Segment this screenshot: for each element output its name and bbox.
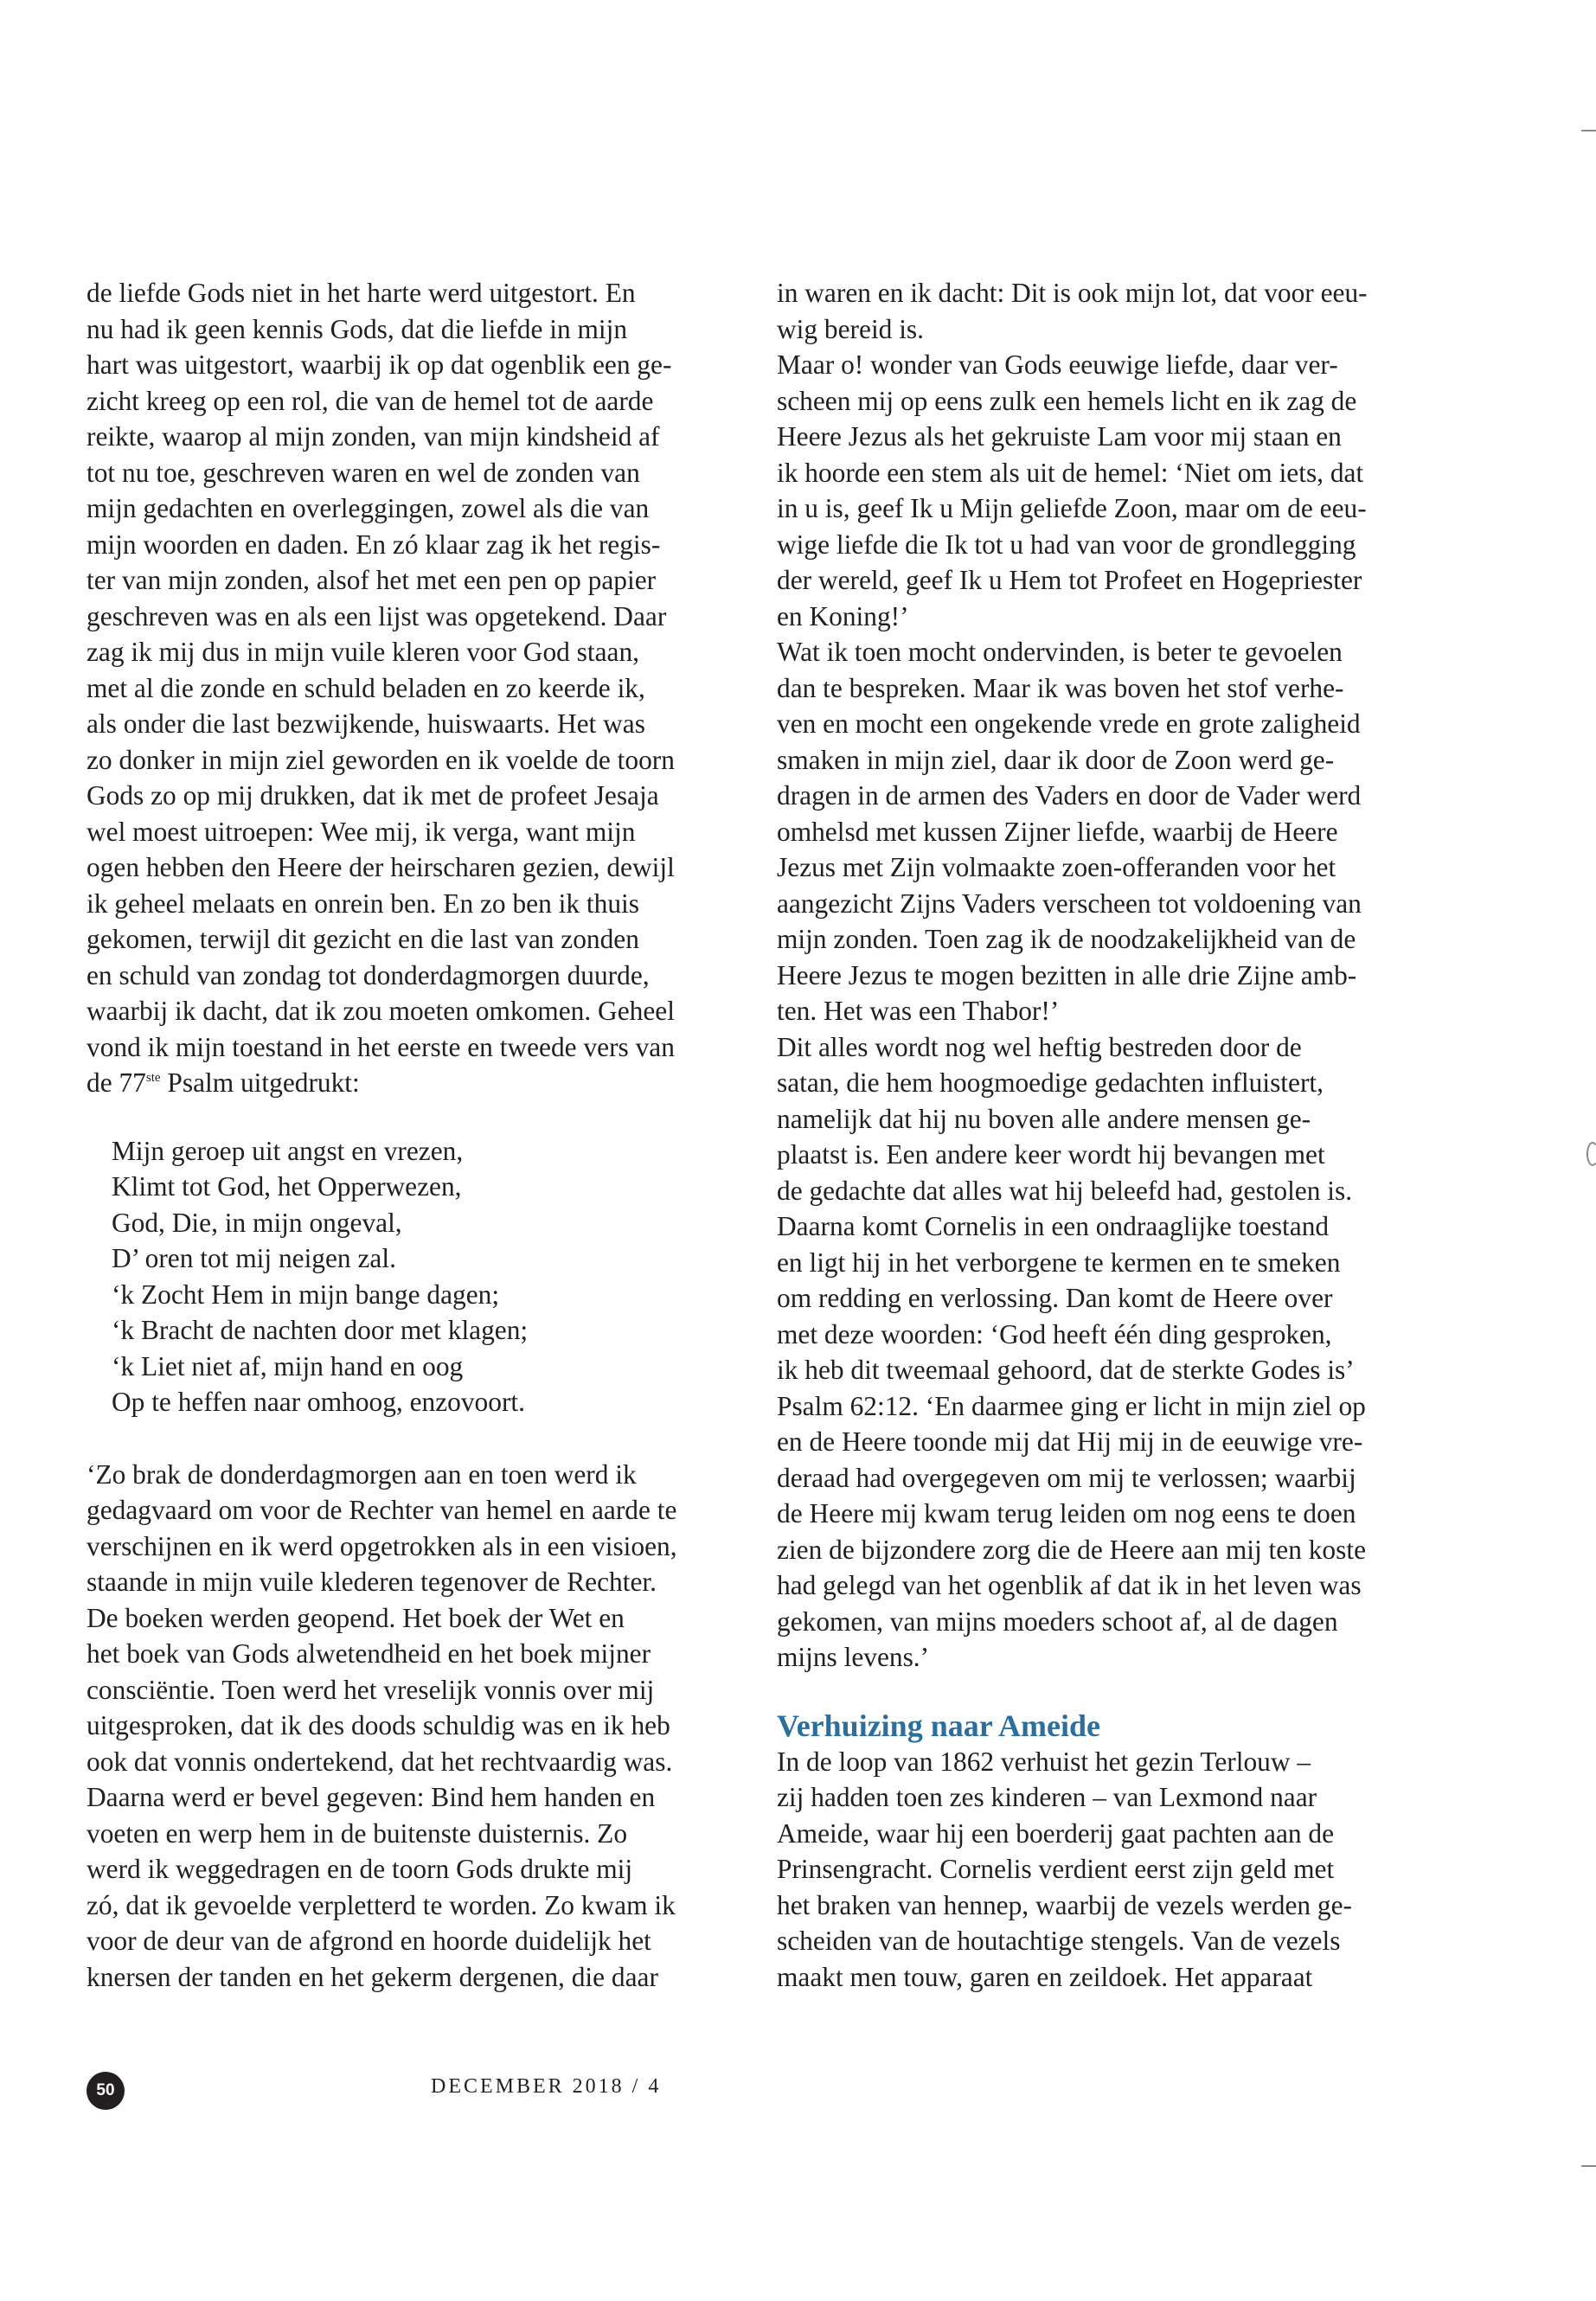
- text-line: met al die zonde en schuld beladen en zo keerde ik,: [87, 672, 645, 703]
- text-line: de Heere mij kwam terug leiden om nog eens te doen: [777, 1498, 1356, 1529]
- text-line: De boeken werden geopend. Het boek der Wet en: [87, 1602, 625, 1633]
- text-line: uitgesproken, dat ik des doods schuldig was en ik heb: [87, 1710, 670, 1740]
- text-line: Ameide, waar hij een boerderij gaat pachten aan de: [777, 1817, 1335, 1849]
- text-line: tot nu toe, geschreven waren en wel de zonden van: [87, 457, 640, 488]
- text-line: Prinsengracht. Cornelis verdient eerst zijn geld met: [777, 1854, 1335, 1884]
- text-line: zó, dat ik gevoelde verpletterd te worden. Zo kwam ik: [87, 1889, 676, 1920]
- text-line: ook dat vonnis ondertekend, dat het rechtvaardig was.: [87, 1746, 673, 1777]
- text-line: verschijnen en ik werd opgetrokken als in een visioen,: [87, 1530, 677, 1561]
- psalm-reference-line: [87, 1065, 761, 1101]
- text-line: ‘k Bracht de nachten door met klagen;: [112, 1315, 529, 1345]
- text-line: scheen mij op eens zulk een hemels licht en ik zag de: [777, 385, 1357, 416]
- crop-mark-bottom: [1581, 2165, 1596, 2167]
- text-line: ik geheel melaats en onrein ben. En zo ben ik thuis: [87, 888, 639, 919]
- text-line: plaatst is. Een andere keer wordt hij bevangen met: [777, 1139, 1325, 1170]
- text-line: ogen hebben den Heere der heirscharen gezien, dewijl: [87, 852, 675, 882]
- text-line: wel moest uitroepen: Wee mij, ik verga, want mijn: [87, 816, 636, 847]
- text-line: namelijk dat hij nu boven alle andere mensen ge-: [777, 1103, 1311, 1134]
- text-line: wig bereid is.: [777, 313, 924, 344]
- text-line: met deze woorden: ‘God heeft één ding gesproken,: [777, 1318, 1332, 1349]
- text-line: Gods zo op mij drukken, dat ik met de profeet Jesaja: [87, 780, 659, 811]
- psalm-verse: [87, 1133, 761, 1420]
- text-line: Maar o! wonder van Gods eeuwige liefde, daar ver-: [777, 349, 1338, 380]
- text-line: voor de deur van de afgrond en hoorde duidelijk het: [87, 1926, 651, 1956]
- text-line: aangezicht Zijns Vaders verscheen tot voldoening van: [777, 888, 1362, 919]
- text-line: In de loop van 1862 verhuist het gezin Terlouw –: [777, 1746, 1311, 1777]
- text-line: als onder die last bezwijkende, huiswaarts. Het was: [87, 708, 645, 739]
- paragraph: [777, 275, 1434, 1676]
- text-line: Dit alles wordt nog wel heftig bestreden door de: [777, 1031, 1302, 1062]
- text-line: ‘k Zocht Hem in mijn bange dagen;: [112, 1279, 500, 1310]
- text-line: ‘k Liet niet af, mijn hand en oog: [112, 1350, 464, 1381]
- text-line: ten. Het was een Thabor!’: [777, 996, 1060, 1026]
- text-line: Jezus met Zijn volmaakte zoen-offeranden voor het: [777, 852, 1336, 882]
- text-line: gedagvaard om voor de Rechter van hemel en aarde te: [87, 1495, 677, 1525]
- paragraph: [87, 1457, 761, 1996]
- text-line: der wereld, geef Ik u Hem tot Profeet en Hogepriester: [777, 565, 1362, 595]
- text-line: in waren en ik dacht: Dit is ook mijn lot, dat voor eeu-: [777, 278, 1368, 308]
- text-line: Mijn geroep uit angst en vrezen,: [112, 1135, 464, 1166]
- text-line: om redding en verlossing. Dan komt de Heere over: [777, 1283, 1333, 1313]
- text-line: nu had ik geen kennis Gods, dat die liefde in mijn: [87, 313, 628, 344]
- text-line: Psalm 62:12. ‘En daarmee ging er licht in mijn ziel op: [777, 1390, 1366, 1421]
- page-footer: [87, 2072, 865, 2110]
- text-line: de liefde Gods niet in het harte werd uitgestort. En: [87, 278, 636, 308]
- page-number: 50: [87, 2072, 125, 2110]
- text-line: deraad had overgegeven om mij te verlossen; waarbij: [777, 1462, 1356, 1493]
- text-line: mijn zonden. Toen zag ik de noodzakelijkheid van de: [777, 924, 1356, 954]
- text-line: het boek van Gods alwetendheid en het boek mijner: [87, 1638, 651, 1669]
- text-line: Daarna komt Cornelis in een ondraaglijke toestand: [777, 1211, 1330, 1241]
- text-line: Wat ik toen mocht ondervinden, is beter te gevoelen: [777, 637, 1343, 667]
- text-line: dragen in de armen des Vaders en door de Vader werd: [777, 780, 1362, 811]
- text-line: satan, die hem hoogmoedige gedachten influistert,: [777, 1067, 1324, 1098]
- text-line: ‘Zo brak de donderdagmorgen aan en toen werd ik: [87, 1458, 637, 1490]
- text-line: mijn gedachten en overleggingen, zowel als die van: [87, 493, 650, 523]
- text-line: Klimt tot God, het Opperwezen,: [112, 1171, 462, 1202]
- text-line: smaken in mijn ziel, daar ik door de Zoon werd ge-: [777, 744, 1335, 775]
- text-line: hart was uitgestort, waarbij ik op dat ogenblik een ge-: [87, 349, 672, 380]
- text-line: zij hadden toen zes kinderen – van Lexmond naar: [777, 1782, 1317, 1812]
- text-line: consciëntie. Toen werd het vreselijk vonnis over mij: [87, 1674, 655, 1705]
- crop-mark-top: [1581, 130, 1596, 131]
- text-line: Op te heffen naar omhoog, enzovoort.: [112, 1387, 525, 1417]
- text-line: Daarna werd er bevel gegeven: Bind hem handen en: [87, 1782, 656, 1812]
- paragraph: [777, 1744, 1434, 1996]
- psalm-reference-text-end: Psalm uitgedrukt:: [160, 1067, 360, 1098]
- text-line: Heere Jezus als het gekruiste Lam voor mij staan en: [777, 421, 1342, 452]
- text-line: had gelegd van het ogenblik af dat ik in het leven was: [777, 1570, 1362, 1600]
- text-line: D’ oren tot mij neigen zal.: [112, 1243, 396, 1273]
- text-line: geschreven was en als een lijst was opgetekend. Daar: [87, 600, 667, 631]
- text-line: gekomen, terwijl dit gezicht en die last van zonden: [87, 924, 639, 954]
- text-line: zag ik mij dus in mijn vuile kleren voor God staan,: [87, 637, 640, 667]
- text-line: wige liefde die Ik tot u had van voor de grondlegging: [777, 529, 1356, 560]
- text-line: maakt men touw, garen en zeildoek. Het apparaat: [777, 1961, 1313, 1992]
- text-line: mijns levens.’: [777, 1642, 930, 1672]
- issue-label: DECEMBER 2018 / 4: [431, 2075, 662, 2098]
- registration-mark: [1586, 1142, 1596, 1166]
- psalm-superscript: ste: [145, 1071, 161, 1085]
- text-line: ik hoorde een stem als uit de hemel: ‘Niet om iets, dat: [777, 457, 1364, 488]
- text-line: en Koning!’: [777, 600, 909, 631]
- text-line: Heere Jezus te mogen bezitten in alle drie Zijne amb-: [777, 959, 1357, 990]
- text-line: en schuld van zondag tot donderdagmorgen duurde,: [87, 959, 650, 990]
- text-line: ven en mocht een ongekende vrede en grote zaligheid: [777, 708, 1361, 739]
- text-line: zien de bijzondere zorg die de Heere aan mij ten koste: [777, 1534, 1366, 1565]
- text-line: mijn woorden en daden. En zó klaar zag ik het regis-: [87, 529, 661, 560]
- text-line: de gedachte dat alles wat hij beleefd had, gestolen is.: [777, 1175, 1353, 1206]
- text-line: en de Heere toonde mij dat Hij mij in de eeuwige vre-: [777, 1426, 1363, 1457]
- text-line: zicht kreeg op een rol, die van de hemel tot de aarde: [87, 385, 654, 416]
- text-line: voeten en werp hem in de buitenste duisternis. Zo: [87, 1817, 628, 1849]
- text-line: waarbij ik dacht, dat ik zou moeten omkomen. Geheel: [87, 996, 675, 1026]
- text-line: gekomen, van mijns moeders schoot af, al de dagen: [777, 1606, 1338, 1637]
- text-line: vond ik mijn toestand in het eerste en tweede vers van: [87, 1031, 675, 1062]
- text-line: ter van mijn zonden, alsof het met een pen op papier: [87, 565, 657, 595]
- text-line: zo donker in mijn ziel geworden en ik voelde de toorn: [87, 744, 675, 775]
- text-line: ik heb dit tweemaal gehoord, dat de sterkte Godes is’: [777, 1355, 1355, 1385]
- left-column: [87, 275, 761, 1995]
- text-line: knersen der tanden en het gekerm dergenen, die daar: [87, 1961, 658, 1992]
- text-line: scheiden van de houtachtige stengels. Van de vezels: [777, 1926, 1341, 1956]
- text-line: werd ik weggedragen en de toorn Gods drukte mij: [87, 1854, 633, 1884]
- text-line: het braken van hennep, waarbij de vezels werden ge-: [777, 1889, 1352, 1920]
- text-line: dan te bespreken. Maar ik was boven het stof verhe-: [777, 672, 1344, 703]
- paragraph: [87, 275, 761, 1065]
- text-line: en ligt hij in het verborgene te kermen en te smeken: [777, 1247, 1341, 1278]
- text-line: omhelsd met kussen Zijner liefde, waarbij de Heere: [777, 816, 1338, 847]
- psalm-reference-text: de 77: [87, 1067, 146, 1098]
- text-line: staande in mijn vuile klederen tegenover de Rechter.: [87, 1567, 657, 1597]
- text-line: God, Die, in mijn ongeval,: [112, 1207, 402, 1238]
- section-heading: Verhuizing naar Ameide: [777, 1708, 1101, 1743]
- right-column: [777, 275, 1434, 1995]
- text-line: in u is, geef Ik u Mijn geliefde Zoon, maar om de eeu-: [777, 493, 1367, 523]
- text-line: reikte, waarop al mijn zonden, van mijn kindsheid af: [87, 421, 660, 452]
